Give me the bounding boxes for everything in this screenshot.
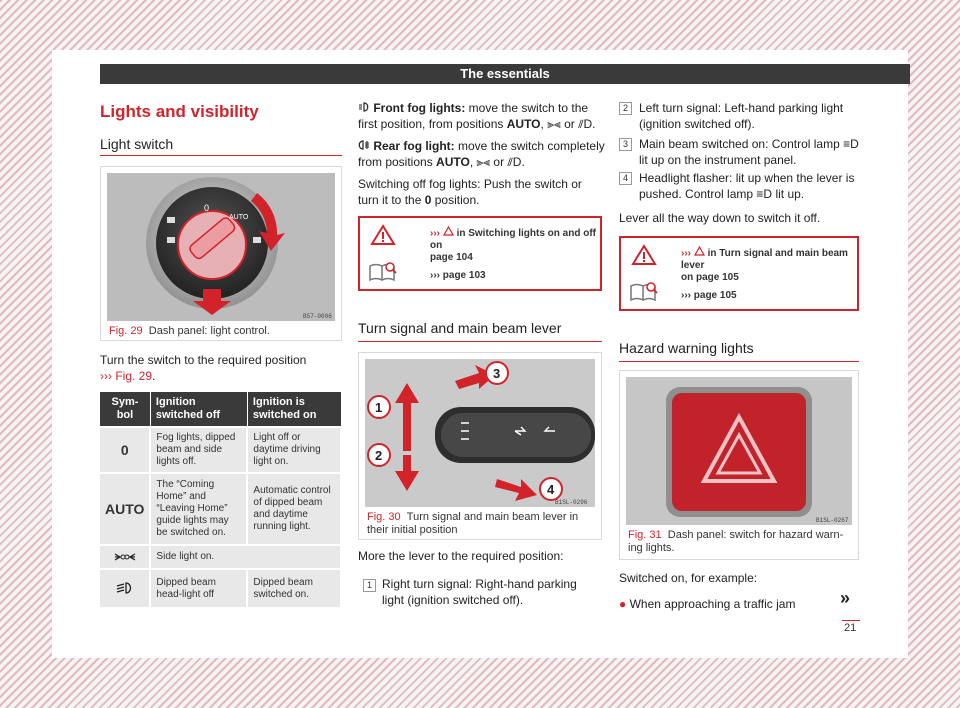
- warning-text-middle: [430, 226, 596, 264]
- switch-mark-zero: 0: [204, 203, 210, 213]
- or-text: or: [493, 155, 505, 169]
- th-ign-on: Ignition is switched on: [247, 392, 341, 427]
- step-3-text: [639, 136, 879, 168]
- header-bar: [100, 64, 910, 84]
- fig31-label: Fig. 31: [628, 529, 662, 541]
- step-2-text: [639, 100, 879, 132]
- warning-text-right: [681, 246, 853, 284]
- comma: ,: [540, 117, 544, 131]
- fig31-caption-line1: Dash panel: switch for hazard warn-: [667, 529, 844, 541]
- subsection-light-switch: [100, 136, 342, 156]
- table-header-row: [100, 392, 341, 427]
- book-icon: [368, 260, 398, 284]
- cell-on: Light off or daytime driving light on.: [247, 427, 341, 473]
- symbol-auto: AUTO: [100, 473, 150, 545]
- front-fog-icon: [358, 102, 370, 112]
- book-icon: [629, 280, 659, 304]
- step-badge-4: 4: [619, 172, 632, 185]
- table-row: [100, 427, 341, 473]
- warn-arrows: ›››: [681, 248, 691, 259]
- warning-box-middle: [358, 216, 602, 291]
- light-switch-illustration: [107, 173, 335, 321]
- rear-fog-title: Rear fog light:: [373, 139, 455, 153]
- dot: .: [521, 155, 525, 169]
- warn-text-line1[interactable]: in Turn signal and main beam lever: [681, 248, 848, 271]
- figure-29: [100, 166, 342, 341]
- hazard-switch-image: [626, 377, 852, 525]
- callout-1: 1: [375, 400, 383, 415]
- fig30-caption: [367, 511, 595, 537]
- dipped-beam-icon: [100, 569, 150, 607]
- comma: ,: [469, 155, 474, 169]
- fig31-caption-line2: ing lights.: [628, 542, 675, 554]
- page-number-rule: [842, 620, 860, 621]
- step-1-text: [382, 576, 606, 608]
- hazard-heading: [619, 340, 859, 362]
- turn-lever-illustration: [365, 359, 595, 507]
- switch-mark-auto: AUTO: [229, 214, 249, 221]
- turn-lever-image: [365, 359, 595, 507]
- lever-down-text: Lever all the way down to switch it off.: [619, 211, 821, 225]
- bullet-item: [619, 596, 859, 612]
- step2-line1: Left turn signal: Left-hand parking light: [639, 101, 844, 115]
- cell-off: The “Coming Home” and “Leaving Home” guide lights may be switched on.: [150, 473, 247, 545]
- hazard-switch-illustration: [626, 377, 852, 525]
- section-title: Lights and visibility: [100, 102, 259, 121]
- rear-fog-auto: AUTO: [436, 155, 470, 169]
- rear-fog-text-2: from positions: [358, 155, 433, 169]
- fig30-caption-line1: Turn signal and main beam lever in: [406, 511, 579, 523]
- fig29-code: B57-0006: [303, 313, 332, 320]
- step4-line1: Headlight flasher: lit up when the lever is: [639, 171, 855, 185]
- fig30-label: Fig. 30: [367, 511, 401, 523]
- bullet-1-text: When approaching a traffic jam: [629, 597, 796, 611]
- intro-paragraph: [100, 352, 342, 384]
- warn-arrows: ›››: [430, 228, 440, 239]
- more-lever-text: More the lever to the required position:: [358, 549, 564, 563]
- warn-page-ref-middle[interactable]: ››› page 103: [430, 270, 486, 281]
- cell-on: Automatic control of dipped beam and daytime running light.: [247, 473, 341, 545]
- fig31-caption: [628, 529, 854, 555]
- step-badge-1: 1: [363, 579, 376, 592]
- fig29-label: Fig. 29: [109, 325, 143, 337]
- step2-line2: (ignition switched off).: [639, 117, 755, 131]
- step3-line2: lit up on the instrument panel.: [639, 153, 797, 167]
- side-light-icon: ⫸⫷: [476, 155, 491, 169]
- header-title: The essentials: [460, 66, 550, 81]
- manual-page: [52, 50, 908, 658]
- front-fog-text-1: move the switch to the: [468, 101, 589, 115]
- figure-31: [619, 370, 859, 560]
- warn-text-line2[interactable]: page 104: [430, 252, 473, 263]
- fig29-caption-text: Dash panel: light control.: [148, 325, 270, 337]
- dipped-beam-icon: ⫽D: [578, 117, 593, 131]
- symbol-table-wrap: [100, 392, 342, 607]
- side-light-icon: [100, 545, 150, 569]
- cell-off: Side light on.: [150, 545, 341, 569]
- cell-on: Dipped beam switched on.: [247, 569, 341, 607]
- callout-4: 4: [547, 482, 555, 497]
- intro-end: .: [152, 369, 156, 383]
- step1-line1: Right turn signal: Right-hand parking: [382, 577, 577, 591]
- small-warning-icon: [694, 246, 705, 256]
- callout-3: 3: [493, 366, 501, 381]
- step-badge-3: 3: [619, 138, 632, 151]
- th-symbol: Sym-bol: [100, 392, 150, 427]
- front-fog-paragraph: [358, 100, 610, 132]
- turn-signal-title: Turn signal and main beam lever: [358, 320, 562, 336]
- front-fog-title: Front fog lights:: [373, 101, 466, 115]
- rear-fog-text-1: move the switch completely: [458, 139, 605, 153]
- rear-fog-paragraph: [358, 138, 610, 170]
- warning-box-right: [619, 236, 859, 311]
- warn-page-ref-right[interactable]: ››› page 105: [681, 290, 737, 301]
- turn-signal-heading: [358, 320, 602, 342]
- dipped-beam-icon: ⫽D: [507, 155, 522, 169]
- table-row: [100, 569, 341, 607]
- intro-text: Turn the switch to the required position: [100, 353, 307, 367]
- switch-off-zero: 0: [424, 193, 432, 207]
- step-4-text: [639, 170, 879, 202]
- or-text: or: [564, 117, 575, 131]
- continue-arrow: »: [840, 588, 851, 608]
- warning-triangle-icon: [370, 224, 396, 246]
- symbol-zero: 0: [100, 427, 150, 473]
- callout-2: 2: [375, 448, 383, 463]
- step-badge-2: 2: [619, 102, 632, 115]
- switched-on-text: Switched on, for example:: [619, 571, 758, 585]
- main-beam-icon: ≡D: [843, 137, 859, 151]
- page-number: 21: [844, 622, 857, 634]
- fig30-code: B1SL-0296: [555, 499, 588, 506]
- step4-line2: pushed. Control lamp: [639, 187, 754, 201]
- cell-off: Dipped beam head-light off: [150, 569, 247, 607]
- step4-line3: lit up.: [775, 187, 805, 201]
- switch-off-text-1: Switching off fog lights: Push the switch or: [358, 177, 582, 191]
- table-row: [100, 473, 341, 545]
- small-warning-icon: [443, 226, 454, 236]
- subsection-title-text: Light switch: [100, 136, 174, 152]
- front-fog-auto: AUTO: [506, 117, 541, 131]
- front-fog-text-2: first position, from positions: [358, 117, 504, 131]
- light-switch-image: [107, 173, 335, 321]
- bullet-dot: ●: [619, 597, 627, 611]
- warning-triangle-icon: [631, 244, 657, 266]
- switch-off-text-2: turn it to the: [358, 193, 422, 207]
- th-ign-off: Ignition switched off: [150, 392, 247, 427]
- main-beam-icon: ≡D: [756, 187, 773, 201]
- figure-30: [358, 352, 602, 540]
- switch-off-paragraph: [358, 176, 610, 208]
- rear-fog-icon: [358, 140, 370, 150]
- step3-line1: Main beam switched on: Control lamp: [639, 137, 840, 151]
- warn-text-line2[interactable]: on page 105: [681, 272, 739, 283]
- step1-line2: light (ignition switched off).: [382, 593, 524, 607]
- cell-off: Fog lights, dipped beam and side lights off.: [150, 427, 247, 473]
- fig29-caption: [109, 325, 270, 338]
- symbol-table: [100, 392, 342, 607]
- fig31-code: B1SL-0267: [816, 517, 849, 524]
- warn-text-line1[interactable]: in Switching lights on and off on: [430, 228, 596, 251]
- intro-fig-link[interactable]: ››› Fig. 29: [100, 369, 153, 383]
- hazard-title: Hazard warning lights: [619, 340, 754, 356]
- dot: .: [592, 117, 596, 131]
- table-row: [100, 545, 341, 569]
- side-light-icon: ⫸⫷: [547, 117, 561, 131]
- fig30-caption-line2: their initial position: [367, 524, 458, 536]
- switch-off-text-3: position.: [434, 193, 480, 207]
